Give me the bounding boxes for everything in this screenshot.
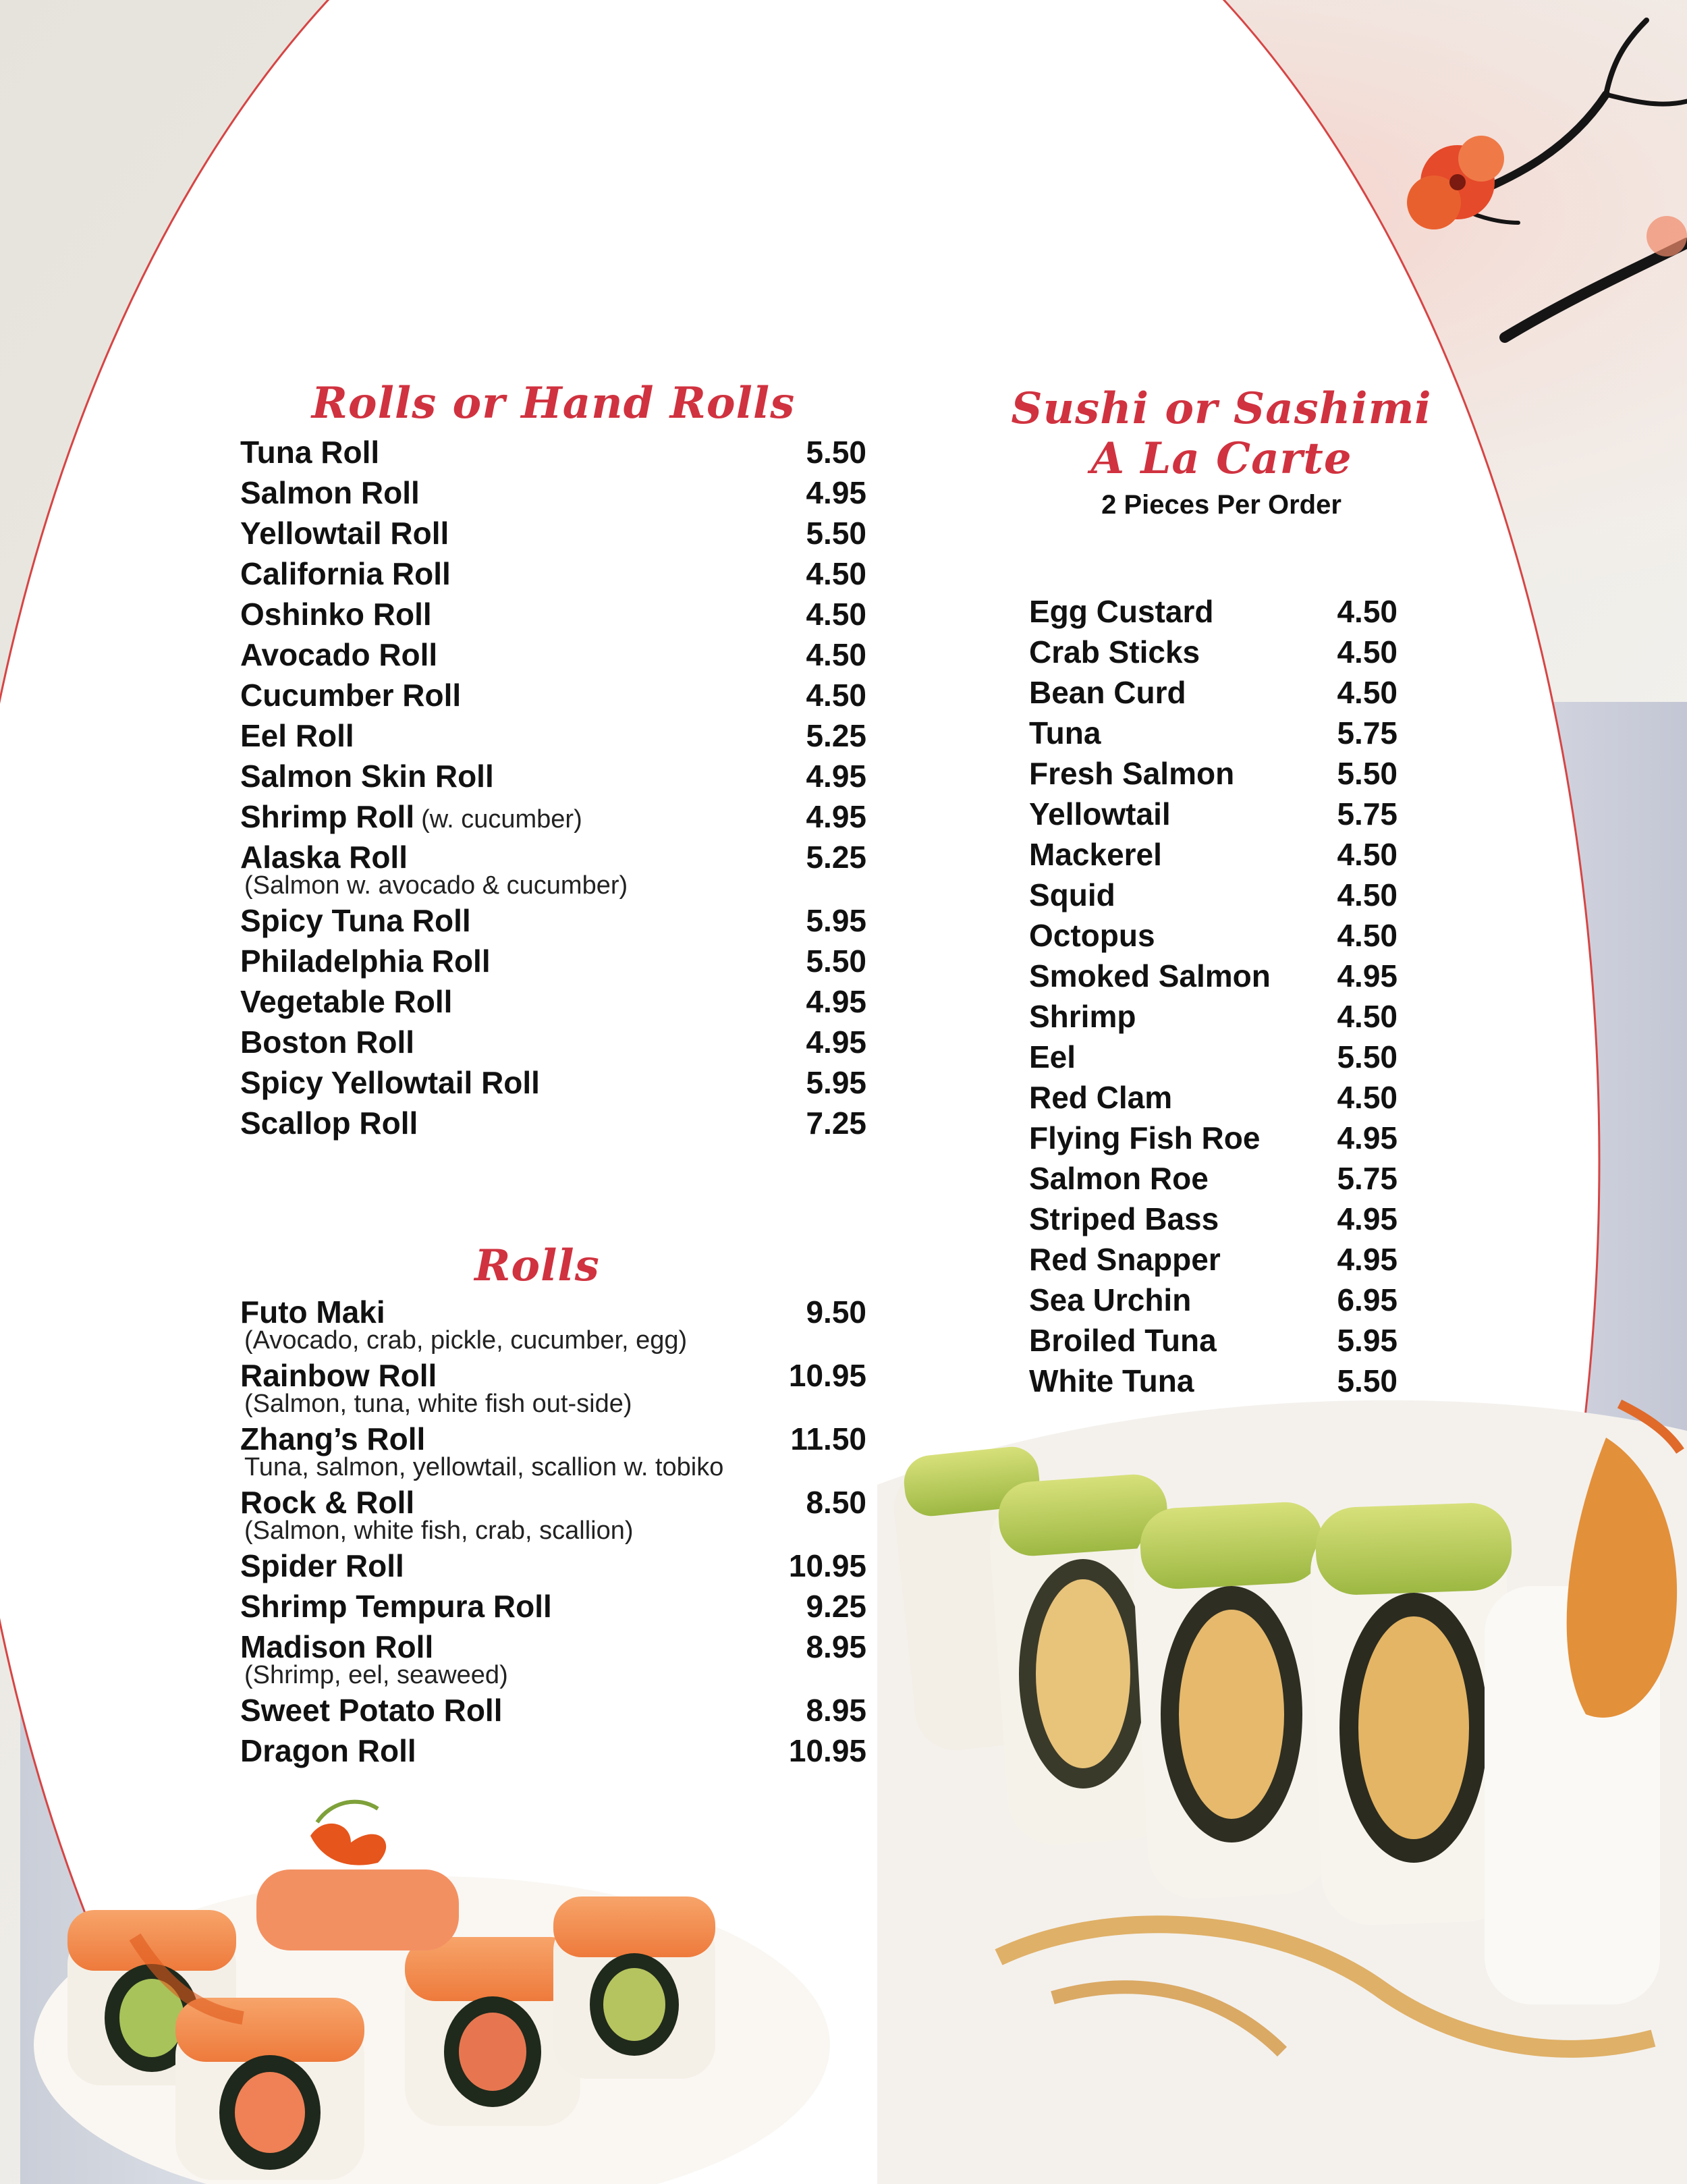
menu-item-name: Alaska Roll [240, 840, 408, 875]
menu-item-row [240, 900, 866, 941]
menu-item [1029, 1118, 1398, 1158]
menu-item-price: 11.50 [790, 1421, 866, 1456]
menu-item [1029, 753, 1398, 794]
menu-item-description: (Shrimp, eel, seaweed) [244, 1661, 508, 1689]
menu-item [240, 1355, 866, 1417]
menu-item-name: Spider Roll [240, 1548, 404, 1583]
menu-item-name: Oshinko Roll [240, 597, 432, 632]
menu-item-price: 8.95 [806, 1693, 866, 1728]
menu-item [240, 1586, 866, 1627]
menu-item-price: 4.95 [806, 984, 866, 1019]
menu-item-description: (Avocado, crab, pickle, cucumber, egg) [244, 1326, 688, 1355]
menu-item-price: 4.50 [1337, 1080, 1398, 1115]
menu-item-price: 4.50 [806, 637, 866, 672]
menu-item-description: Tuna, salmon, yellowtail, scallion w. tobiko [244, 1453, 724, 1481]
menu-item-name: Shrimp Roll [240, 799, 415, 834]
menu-item-name: Tuna [1029, 715, 1101, 750]
menu-item-name: Yellowtail [1029, 796, 1171, 831]
menu-item [1029, 996, 1398, 1037]
menu-item-row [1029, 1158, 1398, 1199]
menu-item-name: Salmon Skin Roll [240, 759, 494, 794]
menu-item-price: 4.50 [1337, 634, 1398, 670]
rolls-or-hand-rolls-title: Rolls or Hand Rolls [311, 378, 796, 429]
menu-item-price: 4.95 [806, 1025, 866, 1060]
menu-item [240, 513, 866, 553]
menu-item-row [240, 594, 866, 634]
menu-item [1029, 1239, 1398, 1280]
rolls-list [240, 1292, 866, 1771]
menu-item [1029, 875, 1398, 915]
menu-item [240, 1419, 866, 1481]
menu-item-note: (w. cucumber) [421, 805, 582, 834]
menu-item-price: 5.75 [1337, 796, 1398, 831]
menu-item [240, 432, 866, 472]
menu-item-row [240, 1022, 866, 1062]
menu-item-price: 9.50 [806, 1294, 866, 1330]
menu-item-name: Mackerel [1029, 837, 1162, 872]
menu-item [240, 1292, 866, 1354]
menu-item [1029, 834, 1398, 875]
menu-item-name: Futo Maki [240, 1294, 385, 1330]
menu-item-row [1029, 1320, 1398, 1361]
menu-item-row [240, 634, 866, 675]
menu-item-row [1029, 632, 1398, 672]
menu-item [1029, 1320, 1398, 1361]
menu-item-row [1029, 1037, 1398, 1077]
menu-item-row [1029, 1199, 1398, 1239]
menu-item [240, 1730, 866, 1771]
menu-item-row [1029, 672, 1398, 713]
menu-item-price: 4.50 [1337, 837, 1398, 872]
menu-item-price: 5.95 [806, 903, 866, 938]
menu-item-price: 5.75 [1337, 1161, 1398, 1196]
menu-item-price: 4.95 [1337, 1120, 1398, 1155]
menu-item-name: Sweet Potato Roll [240, 1693, 503, 1728]
menu-item-name: Fresh Salmon [1029, 756, 1235, 791]
menu-item [240, 1690, 866, 1730]
menu-item-name: Salmon Roll [240, 475, 420, 510]
menu-item-price: 4.50 [806, 678, 866, 713]
menu-item [240, 796, 866, 837]
menu-item [1029, 1037, 1398, 1077]
menu-item-row [240, 675, 866, 715]
sushi-sashimi-title-line1: Sushi or Sashimi [1011, 383, 1432, 434]
menu-item-price: 4.50 [1337, 594, 1398, 629]
menu-item [240, 1482, 866, 1544]
sushi-sashimi-title-line2: A La Carte [1090, 433, 1352, 484]
menu-item-row [1029, 996, 1398, 1037]
menu-item-name: Egg Custard [1029, 594, 1214, 629]
menu-item-row [240, 472, 866, 513]
menu-item-row [240, 1690, 866, 1730]
menu-item-row [1029, 956, 1398, 996]
menu-item-price: 4.95 [1337, 1201, 1398, 1236]
sushi-sashimi-subtitle: 2 Pieces Per Order [1101, 490, 1342, 520]
menu-item-name: Shrimp Tempura Roll [240, 1589, 552, 1624]
menu-item-name: Boston Roll [240, 1025, 415, 1060]
menu-item-name: White Tuna [1029, 1363, 1194, 1398]
menu-item [240, 1022, 866, 1062]
menu-item-row [240, 1546, 866, 1586]
menu-item-price: 4.50 [1337, 877, 1398, 912]
menu-item-row [1029, 794, 1398, 834]
menu-item-price: 5.95 [806, 1065, 866, 1100]
menu-item-price: 4.50 [806, 597, 866, 632]
menu-item-price: 10.95 [788, 1358, 866, 1393]
menu-item [240, 715, 866, 756]
menu-item-name: Broiled Tuna [1029, 1323, 1217, 1358]
menu-item [1029, 956, 1398, 996]
menu-item-description: (Salmon, tuna, white fish out-side) [244, 1390, 632, 1418]
menu-item-name: Eel Roll [240, 718, 354, 753]
menu-item-row [240, 981, 866, 1022]
menu-item-row [240, 1062, 866, 1103]
menu-item-price: 7.25 [806, 1105, 866, 1141]
menu-item-name: Cucumber Roll [240, 678, 462, 713]
menu-item-name: Shrimp [1029, 999, 1136, 1034]
menu-item-row [240, 513, 866, 553]
menu-item-name: Spicy Tuna Roll [240, 903, 471, 938]
menu-item-name: Zhang’s Roll [240, 1421, 426, 1456]
menu-item-name: Spicy Yellowtail Roll [240, 1065, 540, 1100]
menu-item-price: 8.95 [806, 1629, 866, 1664]
menu-item-price: 5.75 [1337, 715, 1398, 750]
menu-item [240, 675, 866, 715]
menu-item-name: Rainbow Roll [240, 1358, 437, 1393]
menu-item [240, 1627, 866, 1689]
menu-item-row [240, 1103, 866, 1143]
menu-item-name: Dragon Roll [240, 1733, 416, 1768]
sushi-sashimi-list [1029, 591, 1398, 1401]
menu-item-name: Madison Roll [240, 1629, 434, 1664]
menu-item [1029, 1158, 1398, 1199]
menu-item-row [1029, 753, 1398, 794]
menu-item [240, 756, 866, 796]
menu-item-name: Tuna Roll [240, 435, 380, 470]
menu-item-price: 6.95 [1337, 1282, 1398, 1317]
menu-item-row [240, 941, 866, 981]
menu-item-name: Squid [1029, 877, 1115, 912]
menu-item-description: (Salmon w. avocado & cucumber) [244, 871, 628, 900]
menu-item-row [1029, 591, 1398, 632]
menu-item-row [240, 715, 866, 756]
menu-item [1029, 632, 1398, 672]
menu-item-price: 5.50 [1337, 1363, 1398, 1398]
menu-item-row [1029, 713, 1398, 753]
menu-item-name: Octopus [1029, 918, 1155, 953]
menu-item-name: Sea Urchin [1029, 1282, 1192, 1317]
menu-item-price: 5.25 [806, 840, 866, 875]
menu-item-price: 4.95 [806, 475, 866, 510]
menu-item-name: Red Snapper [1029, 1242, 1221, 1277]
menu-item-name: Rock & Roll [240, 1485, 415, 1520]
rolls-title: Rolls [474, 1240, 600, 1291]
menu-item-price: 5.95 [1337, 1323, 1398, 1358]
menu-item-name: Vegetable Roll [240, 984, 453, 1019]
menu-item-row [240, 756, 866, 796]
menu-item-name: Crab Sticks [1029, 634, 1200, 670]
menu-item [240, 981, 866, 1022]
menu-item-row [240, 796, 866, 837]
menu-item [240, 941, 866, 981]
menu-item-name: Eel [1029, 1039, 1076, 1074]
menu-item-name: Avocado Roll [240, 637, 438, 672]
menu-item-name: Philadelphia Roll [240, 944, 491, 979]
menu-item-price: 10.95 [788, 1548, 866, 1583]
menu-item [1029, 591, 1398, 632]
menu-item-description: (Salmon, white fish, crab, scallion) [244, 1517, 634, 1545]
sushi-platter-photo [877, 1400, 1687, 2184]
menu-item [240, 594, 866, 634]
menu-item [240, 634, 866, 675]
menu-item-price: 5.50 [806, 944, 866, 979]
menu-item [240, 837, 866, 899]
menu-item-row [1029, 1239, 1398, 1280]
menu-item-price: 4.95 [1337, 1242, 1398, 1277]
menu-item-price: 10.95 [788, 1733, 866, 1768]
menu-item-row [1029, 834, 1398, 875]
menu-item [1029, 915, 1398, 956]
menu-item-price: 9.25 [806, 1589, 866, 1624]
menu-item-price: 4.50 [1337, 999, 1398, 1034]
menu-item [240, 553, 866, 594]
menu-item-price: 5.50 [806, 435, 866, 470]
menu-item-row [240, 553, 866, 594]
menu-item [240, 1103, 866, 1143]
menu-item-name: Striped Bass [1029, 1201, 1219, 1236]
menu-item-price: 5.25 [806, 718, 866, 753]
menu-item [240, 472, 866, 513]
menu-item-price: 8.50 [806, 1485, 866, 1520]
menu-item-name: Flying Fish Roe [1029, 1120, 1261, 1155]
menu-item-price: 4.95 [806, 759, 866, 794]
menu-item-price: 5.50 [1337, 756, 1398, 791]
menu-item-price: 4.50 [1337, 675, 1398, 710]
menu-item [1029, 794, 1398, 834]
menu-item-row [1029, 1361, 1398, 1401]
menu-item-price: 4.50 [806, 556, 866, 591]
rolls-or-hand-rolls-list [240, 432, 866, 1143]
menu-item-row [1029, 1280, 1398, 1320]
menu-item-row [240, 1586, 866, 1627]
menu-item [240, 900, 866, 941]
menu-item [240, 1546, 866, 1586]
menu-item [1029, 1077, 1398, 1118]
menu-item [1029, 1199, 1398, 1239]
menu-item-price: 5.50 [806, 516, 866, 551]
menu-item [1029, 672, 1398, 713]
menu-item-row [1029, 915, 1398, 956]
menu-item [1029, 713, 1398, 753]
menu-item-price: 4.95 [806, 799, 866, 834]
menu-item [240, 1062, 866, 1103]
menu-item-name: Salmon Roe [1029, 1161, 1209, 1196]
menu-item-price: 5.50 [1337, 1039, 1398, 1074]
menu-item-name: Yellowtail Roll [240, 516, 449, 551]
menu-item-row [1029, 1077, 1398, 1118]
menu-item-name: Smoked Salmon [1029, 958, 1271, 993]
menu-item-name: Red Clam [1029, 1080, 1173, 1115]
menu-item-row [1029, 1118, 1398, 1158]
menu-item-name: California Roll [240, 556, 451, 591]
menu-item [1029, 1361, 1398, 1401]
menu-item-row [240, 1730, 866, 1771]
menu-item-row [240, 432, 866, 472]
menu-item-name: Bean Curd [1029, 675, 1186, 710]
menu-item-price: 4.50 [1337, 918, 1398, 953]
menu-item-price: 4.95 [1337, 958, 1398, 993]
menu-item [1029, 1280, 1398, 1320]
menu-item-name: Scallop Roll [240, 1105, 418, 1141]
menu-item-row [1029, 875, 1398, 915]
